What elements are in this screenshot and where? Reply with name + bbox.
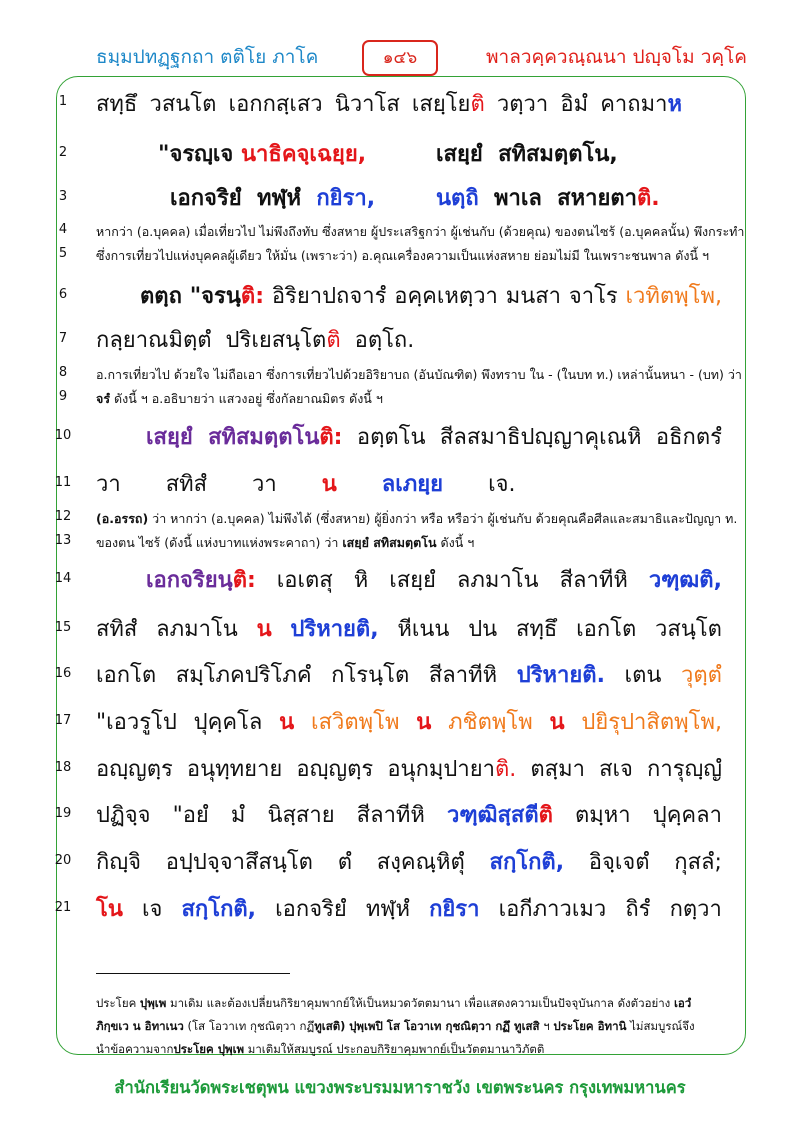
chapter-title: พาลวคฺควณฺณนา ปญฺจโม วคฺโค: [486, 46, 747, 68]
line-number: 8: [58, 365, 68, 380]
word-highlight: ปริหายติ,: [290, 617, 379, 642]
word: หิ: [353, 568, 369, 593]
word-highlight: ปยิรุปาสิตพฺโพ,: [581, 710, 722, 735]
footnote-line-2: [96, 1017, 726, 1036]
word: "เอวรูโป: [96, 710, 177, 735]
word: สมฺโภคปริโภคํ: [175, 663, 312, 688]
line-number: 3: [58, 189, 68, 204]
word: กลฺยาณมิตฺตํ: [96, 328, 212, 353]
word: อตฺโถ.: [354, 328, 415, 353]
word: เอเตสุ: [276, 568, 333, 593]
word: เอกจริยํ: [275, 897, 347, 922]
word: มํ: [230, 803, 246, 828]
word: วสนฺโต: [655, 617, 722, 642]
verse-line-2a: [158, 136, 366, 171]
word: (อ.อรรถ): [96, 511, 149, 526]
word-iti: ติ.: [637, 186, 660, 211]
translation-line-12: [96, 509, 737, 529]
word: การุญฺญํ: [647, 757, 722, 782]
word: (โส โอวาเท กุชณิตฺวา กฏึ: [187, 1019, 315, 1033]
word-highlight: น: [321, 472, 337, 497]
word: กตฺวา: [669, 897, 722, 922]
word: ตมฺหา: [575, 803, 631, 828]
word: เจ.: [488, 472, 516, 497]
word: วสนโต: [149, 92, 217, 117]
page-number: ๑๔๖: [362, 40, 438, 76]
translation-line-5: ซึ่งการเที่ยวไปแห่งบุคคลผู้เดียว ให้มั่น (เพราะว่า) อ.คุณเครื่องความเป็นแห่งสหาย ย่อมไม่มี ในเพราะชนพาล ดังนี้ ฯ: [96, 248, 710, 263]
word: นำข้อความจาก: [96, 1042, 174, 1056]
text-line-16: [96, 657, 722, 692]
word-highlight: น: [549, 710, 565, 735]
word: วา: [96, 472, 121, 497]
word: ทูเสติ): [314, 1019, 346, 1033]
word-iti: ติ:: [240, 284, 265, 309]
word: ดังนี้ ฯ อ.อธิบายว่า แสวงอยู่ ซึ่งกัลยาณมิตร ดังนี้ ฯ: [114, 391, 383, 406]
word: ปุพฺเพปิ โส โอวาเท กุชณิตฺวา กฏึ ทูเสสิ: [349, 1019, 540, 1033]
word: สทิสมตฺตโน: [208, 425, 320, 450]
word: ของตน ไซร้ (ดังนี้ แห่งบาทแห่งพระคาถา) ว่า: [96, 535, 339, 550]
word-highlight: น: [416, 710, 432, 735]
word-highlight: นาธิคจฺเฉยฺย,: [241, 142, 367, 167]
word: เอกจริยํ: [170, 186, 242, 211]
word: ทฬฺหํ: [365, 897, 410, 922]
word-iti: ติ: [470, 92, 485, 117]
word: สทฺธึ: [96, 92, 138, 117]
word-group: [412, 86, 485, 121]
line-number: 5: [58, 246, 68, 261]
word: มาเติมให้สมบูรณ์ ประกอบกิริยาคุมพากย์เป็นวัตตมานาวิภัตติ: [247, 1042, 545, 1056]
word-iti: ติ.: [494, 757, 517, 782]
word: สีลาทีหิ: [428, 663, 498, 688]
word: สทิสมตฺตโน,: [498, 142, 618, 167]
word: ไม่สมบูรณ์จึง: [630, 1019, 695, 1033]
word: อนุทฺทยาย: [186, 757, 283, 782]
word: อธิกตรํ: [655, 425, 722, 450]
line-number: 20: [54, 853, 72, 868]
word: ปน: [468, 617, 498, 642]
word-iti: ติ: [538, 803, 553, 828]
word-highlight: กยิรา: [429, 897, 480, 922]
line-number: 18: [54, 760, 72, 775]
word: สทิสํ: [96, 617, 138, 642]
word: ประโยค ปุพฺเพ: [173, 1042, 245, 1056]
text-line-18: [96, 751, 722, 786]
word: สีลาทีหิ: [559, 568, 628, 593]
word: ปุคฺคลา: [652, 803, 722, 828]
line-number: 16: [54, 666, 72, 681]
word: จาโร: [568, 284, 618, 309]
word: "อยํ: [172, 803, 209, 828]
word-group: [387, 751, 516, 786]
word: เอกกสฺเสว: [228, 92, 323, 117]
word: ว่า หากว่า (อ.บุคคล) ไม่พึงได้ (ซึ่งสหาย) ผู้ยิ่งกว่า หรือ หรือว่า ผู้เช่นกับ ด้วยคุณคือศีลและสมาธิและปัญญา ท.: [152, 511, 738, 526]
text-line-21: [96, 891, 722, 926]
word-highlight: เสวิตพฺโพ: [311, 710, 400, 735]
word: ประโยค อิทานิ: [553, 1019, 627, 1033]
word: ฯ: [543, 1019, 550, 1033]
word: อคฺคเหตฺวา: [394, 284, 498, 309]
word: เสยฺยํ สทิสมตฺตโน: [342, 535, 437, 550]
line-number: 14: [54, 571, 72, 586]
word: ลภมาโน: [456, 568, 539, 593]
word-highlight: นตฺถิ: [436, 186, 479, 211]
footnote-line-3: [96, 1040, 726, 1059]
word: ปริเยสนฺโต: [225, 328, 327, 353]
word-group: [447, 797, 553, 832]
word: อิมํ: [560, 92, 589, 117]
line-number: 1: [58, 94, 68, 109]
word-highlight: เวทิตพฺโพ,: [625, 284, 722, 309]
word: มนสา: [505, 284, 562, 309]
translation-line-13: [96, 533, 474, 553]
word: อญฺญตฺร: [96, 757, 173, 782]
footer-institution: สำนักเรียนวัดพระเชตุพน แขวงพระบรมมหาราชวัง เขตพระนคร กรุงเทพมหานคร: [114, 1078, 686, 1097]
word: ทฬฺหํ: [256, 186, 302, 211]
text-line-6: [140, 278, 722, 313]
word: สงฺคณฺหิตุํ: [376, 850, 465, 875]
word-highlight: สกฺโกติ,: [181, 897, 257, 922]
word-highlight: ห: [667, 92, 682, 117]
word: อนุกมฺปายา: [387, 757, 495, 782]
word: เอกีภาวเมว: [498, 897, 607, 922]
word: ถิรํ: [625, 897, 651, 922]
word-highlight: น: [256, 617, 272, 642]
word: เอกโต: [576, 617, 637, 642]
word: สทิสํ: [165, 472, 208, 497]
word-highlight: วฑฺฒติ,: [648, 568, 722, 593]
word: "จรนฺ: [189, 284, 241, 309]
word: ลภมาโน: [156, 617, 238, 642]
word: ปุพฺเพ: [139, 996, 167, 1010]
word: ตสฺมา: [530, 757, 585, 782]
text-line-19: [96, 797, 722, 832]
line-number: 21: [54, 900, 72, 915]
word: เอกจริยนฺ: [146, 568, 233, 593]
translation-line-4: หากว่า (อ.บุคคล) เมื่อเที่ยวไป ไม่พึงถึงทับ ซึ่งสหาย ผู้ประเสริฐกว่า ผู้เช่นกับ (ด้วยคุณ) ของตนไซร้ (อ.บุคคลนั้น) พึงกระทำ: [96, 224, 745, 239]
word: ดังนี้ ฯ: [440, 535, 475, 550]
word-iti: ติ:: [319, 425, 343, 450]
footnote-rule: [96, 973, 290, 974]
line-number: 10: [54, 428, 72, 443]
word: อญฺญตฺร: [296, 757, 374, 782]
text-line-17: [96, 704, 722, 739]
word: "จรญฺเจ: [158, 142, 234, 167]
word: เสยฺยํ: [389, 568, 436, 593]
word: ตํ: [337, 850, 352, 875]
word: คาถมา: [600, 92, 668, 117]
line-number: 17: [54, 713, 72, 728]
word-group: [600, 86, 682, 121]
line-number: 9: [58, 389, 68, 404]
verse-line-3b: [436, 180, 660, 215]
word: กุสลํ;: [674, 850, 722, 875]
word: เสยฺโย: [411, 92, 471, 117]
word: เอวํ: [673, 996, 692, 1010]
book-title: ธมฺมปทฏฺฐกถา ตติโย ภาโค: [96, 46, 319, 68]
footnote-line-1: [96, 994, 726, 1013]
word: วา: [252, 472, 277, 497]
text-line-15: [96, 611, 722, 646]
translation-line-9: [96, 389, 383, 409]
word: อิจฺเจตํ: [588, 850, 650, 875]
word: กโรนฺโต: [331, 663, 410, 688]
verse-line-2b: [436, 136, 618, 171]
translation-line-8: อ.การเที่ยวไป ด้วยใจ ไม่ถือเอา ซึ่งการเที่ยวไปด้วยอิริยาบถ (อันบัณฑิต) พึงทราบ ใน - (ในบท ท.) เหล่านั้นหนา - (บท) ว่า: [96, 367, 742, 382]
word: กิญฺจิ: [96, 850, 141, 875]
word-highlight: ภชิตพฺโพ: [448, 710, 533, 735]
text-line-11: [96, 466, 515, 501]
word: สีลาทีหิ: [356, 803, 425, 828]
word: พาเล: [493, 186, 542, 211]
word: สทฺธึ: [516, 617, 558, 642]
word-iti: ติ:: [232, 568, 256, 593]
word-highlight: ปริหายติ.: [516, 663, 605, 688]
line-number: 19: [54, 806, 72, 821]
word: นิสฺสาย: [267, 803, 335, 828]
word: หีเนน: [397, 617, 450, 642]
word: สเจ: [599, 757, 633, 782]
word-highlight: กยิรา,: [316, 186, 376, 211]
line-number: 2: [58, 145, 68, 160]
text-line-10: [146, 419, 722, 454]
word-highlight: วฑฺฒิสฺสตี: [447, 803, 539, 828]
word: ปุคฺคโล: [193, 710, 263, 735]
word: เอกโต: [96, 663, 157, 688]
line-number: 13: [54, 533, 72, 548]
word: ตตฺถ: [140, 284, 182, 309]
word-group: [190, 278, 264, 313]
word: เสยฺยํ: [146, 425, 193, 450]
word: อปฺปจฺจาสึสนฺโต: [165, 850, 313, 875]
word: วตฺวา: [496, 92, 549, 117]
line-number: 7: [58, 331, 68, 346]
word: จรํ: [96, 391, 111, 406]
word-highlight: โน: [96, 897, 123, 922]
line-number: 12: [54, 509, 72, 524]
word: เสยฺยํ: [436, 142, 483, 167]
word-group: [146, 419, 342, 454]
line-number: 15: [54, 620, 72, 635]
line-number: 11: [54, 475, 72, 490]
word: อตฺตโน: [356, 425, 426, 450]
line-number: 6: [58, 287, 68, 302]
word: อิริยาปถจารํ: [271, 284, 387, 309]
text-line-20: [96, 844, 722, 879]
word-highlight: วุตฺตํ: [681, 663, 722, 688]
word: ภิกฺขเว น อิทาเนว: [96, 1019, 184, 1033]
word: ปฏิจฺจ: [96, 803, 151, 828]
word: มาเดิม และต้องเปลี่ยนกิริยาคุมพากย์ให้เป็นหมวดวัตตมานา เพื่อแสดงความเป็นปัจจุบันกาล ดังตัวอย่าง: [169, 996, 671, 1010]
word-highlight: น: [279, 710, 295, 735]
text-line-14: [146, 562, 722, 597]
word: นิวาโส: [334, 92, 400, 117]
word: เตน: [624, 663, 662, 688]
word: สีลสมาธิปญฺญาคุเณหิ: [439, 425, 642, 450]
word-highlight: สกฺโกติ,: [489, 850, 565, 875]
word-iti: ติ: [326, 328, 341, 353]
text-line-7: [96, 322, 414, 357]
text-line-1: [96, 86, 682, 121]
word-highlight: ลเภยฺย: [381, 472, 444, 497]
word: สหายตา: [557, 186, 637, 211]
line-number: 4: [58, 222, 68, 237]
word: เจ: [141, 897, 163, 922]
verse-line-3a: [170, 180, 375, 215]
word: ประโยค: [96, 996, 137, 1010]
word-group: [146, 562, 256, 597]
